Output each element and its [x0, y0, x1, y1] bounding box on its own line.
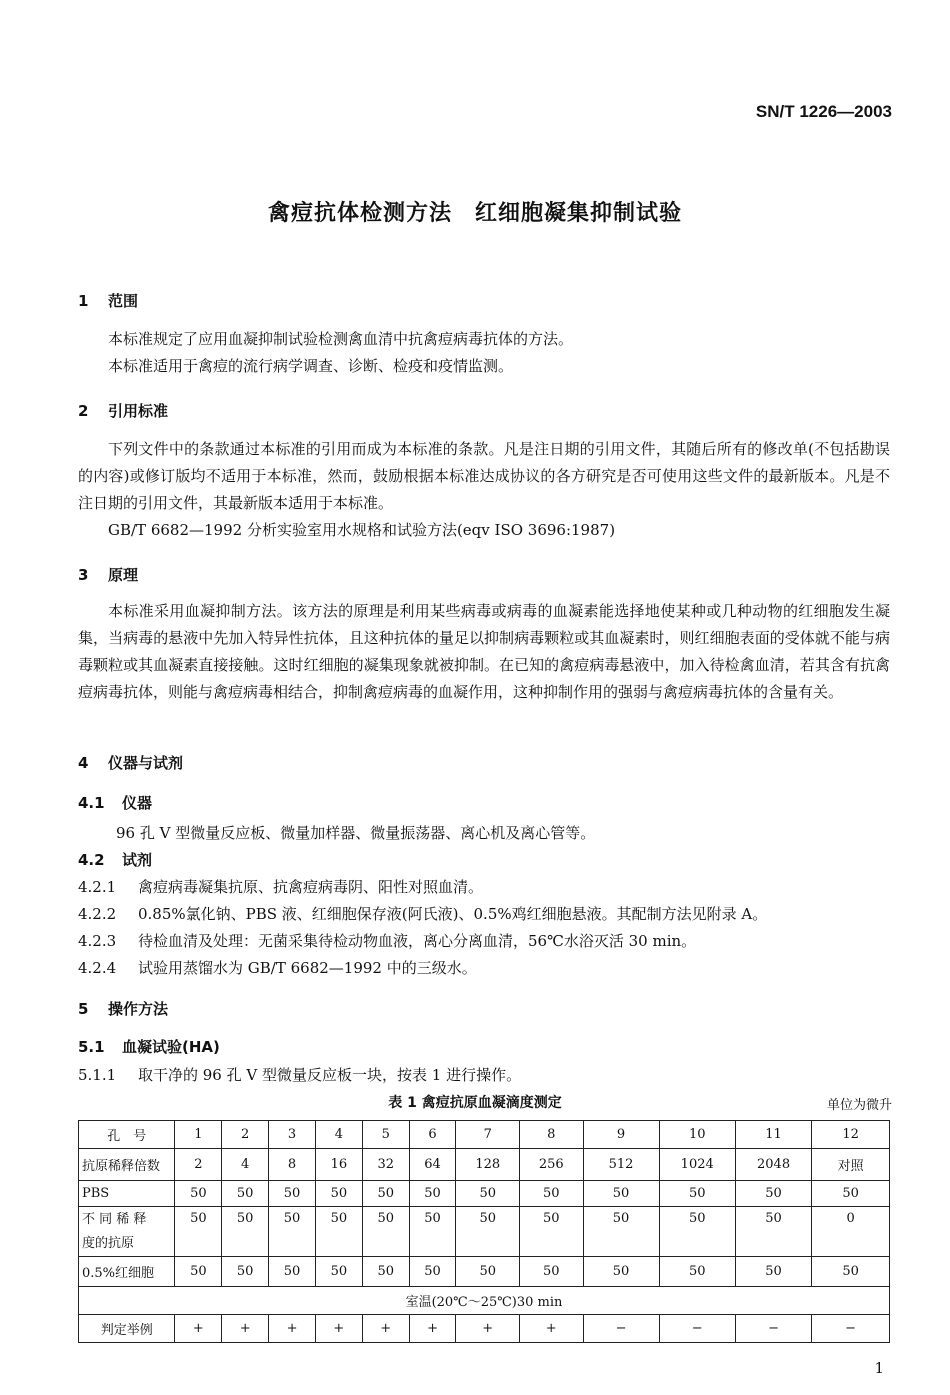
- table-1-caption: 表 1 禽痘抗原血凝滴度测定: [388, 1095, 562, 1111]
- table-1-unit: 单位为微升: [826, 1098, 892, 1113]
- table-cell: 50: [520, 1181, 584, 1207]
- table-cell: 50: [520, 1257, 584, 1287]
- result-cell: −: [735, 1315, 811, 1343]
- row-label: PBS: [79, 1181, 175, 1207]
- table-cell: 50: [735, 1207, 811, 1257]
- table-cell: 16: [315, 1149, 362, 1181]
- table-row: [79, 1149, 890, 1181]
- section-5-1-heading: 5.1 血凝试验(HA): [78, 1038, 220, 1056]
- table-cell: 50: [222, 1257, 269, 1287]
- table-cell: 0: [812, 1207, 890, 1257]
- result-cell: +: [362, 1315, 409, 1343]
- result-label: 判定举例: [79, 1315, 175, 1343]
- row-label: 0.5%红细胞: [79, 1257, 175, 1287]
- table-cell: 50: [409, 1257, 456, 1287]
- result-row: [79, 1315, 890, 1343]
- table-cell: 50: [409, 1207, 456, 1257]
- table-cell: 50: [315, 1257, 362, 1287]
- result-cell: −: [583, 1315, 659, 1343]
- item-4-2-4: 4.2.4 试验用蒸馏水为 GB/T 6682—1992 中的三级水。: [78, 959, 477, 977]
- section-1-para-2: 本标准适用于禽痘的流行病学调查、诊断、检疫和疫情监测。: [108, 357, 514, 375]
- table-cell: 50: [269, 1257, 316, 1287]
- table-cell: 50: [269, 1181, 316, 1207]
- section-3-heading: 3 原理: [78, 566, 139, 584]
- header-label: 孔 号: [79, 1121, 175, 1149]
- col-header: 3: [269, 1121, 316, 1149]
- section-5-heading: 5 操作方法: [78, 1000, 169, 1018]
- result-cell: +: [269, 1315, 316, 1343]
- section-2-para-1: 下列文件中的条款通过本标准的引用而成为本标准的条款。凡是注日期的引用文件，其随后所有的修改单(不包括勘误的内容)或修订版均不适用于本标准，然而，鼓励根据本标准达成协议的各方研究是否可使用这些文件的最新版本。凡是不注日期的引用文件，其最新版本适用于本标准。: [78, 440, 890, 512]
- section-3-para-1: 本标准采用血凝抑制方法。该方法的原理是利用某些病毒或病毒的血凝素能选择地使某种或几种动物的红细胞发生凝集，当病毒的悬液中先加入特异性抗体，且这种抗体的量足以抑制病毒颗粒或其血凝素时，则红细胞表面的受体就不能与病毒颗粒或其血凝素直接接触。这时红细胞的凝集现象就被抑制。在已知的禽痘病毒悬液中，加入待检禽血清，若其含有抗禽痘病毒抗体，则能与禽痘病毒相结合，抑制禽痘病毒的血凝作用，这种抑制作用的强弱与禽痘病毒抗体的含量有关。: [78, 602, 890, 701]
- section-4-heading: 4 仪器与试剂: [78, 754, 184, 772]
- table-cell: 50: [456, 1207, 520, 1257]
- table-cell: 50: [362, 1181, 409, 1207]
- table-cell: 50: [735, 1257, 811, 1287]
- result-cell: +: [520, 1315, 584, 1343]
- result-cell: +: [222, 1315, 269, 1343]
- table-cell: 4: [222, 1149, 269, 1181]
- table-cell: 50: [812, 1181, 890, 1207]
- col-header: 5: [362, 1121, 409, 1149]
- table-cell: 8: [269, 1149, 316, 1181]
- table-cell: 256: [520, 1149, 584, 1181]
- result-cell: −: [812, 1315, 890, 1343]
- row-label: 抗原稀释倍数: [79, 1149, 175, 1181]
- table-header-row: [79, 1121, 890, 1149]
- section-1-heading: 1 范围: [78, 292, 139, 310]
- section-2-heading: 2 引用标准: [78, 402, 169, 420]
- result-cell: +: [315, 1315, 362, 1343]
- table-cell: 50: [175, 1181, 222, 1207]
- col-header: 2: [222, 1121, 269, 1149]
- table-cell: 50: [315, 1207, 362, 1257]
- row-label: 不 同 稀 释 度的抗原: [79, 1207, 175, 1257]
- col-header: 12: [812, 1121, 890, 1149]
- table-cell: 2: [175, 1149, 222, 1181]
- table-cell: 50: [175, 1207, 222, 1257]
- incubation-row: [79, 1287, 890, 1315]
- page-number: 1: [874, 1359, 884, 1377]
- table-cell: 50: [583, 1207, 659, 1257]
- col-header: 9: [583, 1121, 659, 1149]
- table-cell: 32: [362, 1149, 409, 1181]
- table-cell: 50: [659, 1257, 735, 1287]
- table-row: [79, 1181, 890, 1207]
- table-cell: 50: [315, 1181, 362, 1207]
- table-cell: 50: [659, 1207, 735, 1257]
- document-title: 禽痘抗体检测方法 红细胞凝集抑制试验: [267, 201, 682, 226]
- result-cell: +: [175, 1315, 222, 1343]
- item-4-2-3: 4.2.3 待检血清及处理：无菌采集待检动物血液，离心分离血清，56℃水浴灭活 30 min。: [78, 932, 697, 950]
- item-5-1-1: 5.1.1 取干净的 96 孔 V 型微量反应板一块，按表 1 进行操作。: [78, 1066, 522, 1084]
- table-cell: 对照: [812, 1149, 890, 1181]
- table-cell: 50: [362, 1257, 409, 1287]
- col-header: 8: [520, 1121, 584, 1149]
- item-4-2-2: 4.2.2 0.85%氯化钠、PBS 液、红细胞保存液(阿氏液)、0.5%鸡红细胞悬液。其配制方法见附录 A。: [78, 905, 768, 923]
- table-cell: 2048: [735, 1149, 811, 1181]
- table-cell: 50: [456, 1257, 520, 1287]
- table-cell: 50: [583, 1181, 659, 1207]
- table-cell: 512: [583, 1149, 659, 1181]
- table-cell: 1024: [659, 1149, 735, 1181]
- result-cell: +: [409, 1315, 456, 1343]
- table-row: [79, 1257, 890, 1287]
- table-cell: 50: [362, 1207, 409, 1257]
- table-cell: 50: [812, 1257, 890, 1287]
- table-cell: 50: [222, 1181, 269, 1207]
- col-header: 6: [409, 1121, 456, 1149]
- table-cell: 64: [409, 1149, 456, 1181]
- section-4-1-text: 96 孔 V 型微量反应板、微量加样器、微量振荡器、离心机及离心管等。: [116, 824, 596, 842]
- section-1-para-1: 本标准规定了应用血凝抑制试验检测禽血清中抗禽痘病毒抗体的方法。: [108, 330, 574, 348]
- section-2-reference: GB/T 6682—1992 分析实验室用水规格和试验方法(eqv ISO 3696:1987): [108, 521, 616, 539]
- table-cell: 128: [456, 1149, 520, 1181]
- standard-number: SN/T 1226—2003: [755, 102, 892, 121]
- result-cell: −: [659, 1315, 735, 1343]
- table-cell: 50: [222, 1207, 269, 1257]
- col-header: 4: [315, 1121, 362, 1149]
- col-header: 7: [456, 1121, 520, 1149]
- item-4-2-1: 4.2.1 禽痘病毒凝集抗原、抗禽痘病毒阴、阳性对照血清。: [78, 878, 484, 896]
- table-cell: 50: [175, 1257, 222, 1287]
- incubation-note: 室温(20℃～25℃)30 min: [79, 1287, 890, 1315]
- table-cell: 50: [735, 1181, 811, 1207]
- table-cell: 50: [583, 1257, 659, 1287]
- result-cell: +: [456, 1315, 520, 1343]
- table-cell: 50: [520, 1207, 584, 1257]
- table-row: [79, 1207, 890, 1257]
- table-cell: 50: [456, 1181, 520, 1207]
- table-1: [78, 1120, 890, 1343]
- table-cell: 50: [269, 1207, 316, 1257]
- section-4-2-heading: 4.2 试剂: [78, 851, 153, 869]
- col-header: 1: [175, 1121, 222, 1149]
- table-cell: 50: [409, 1181, 456, 1207]
- col-header: 10: [659, 1121, 735, 1149]
- col-header: 11: [735, 1121, 811, 1149]
- section-4-1-heading: 4.1 仪器: [78, 794, 153, 812]
- table-cell: 50: [659, 1181, 735, 1207]
